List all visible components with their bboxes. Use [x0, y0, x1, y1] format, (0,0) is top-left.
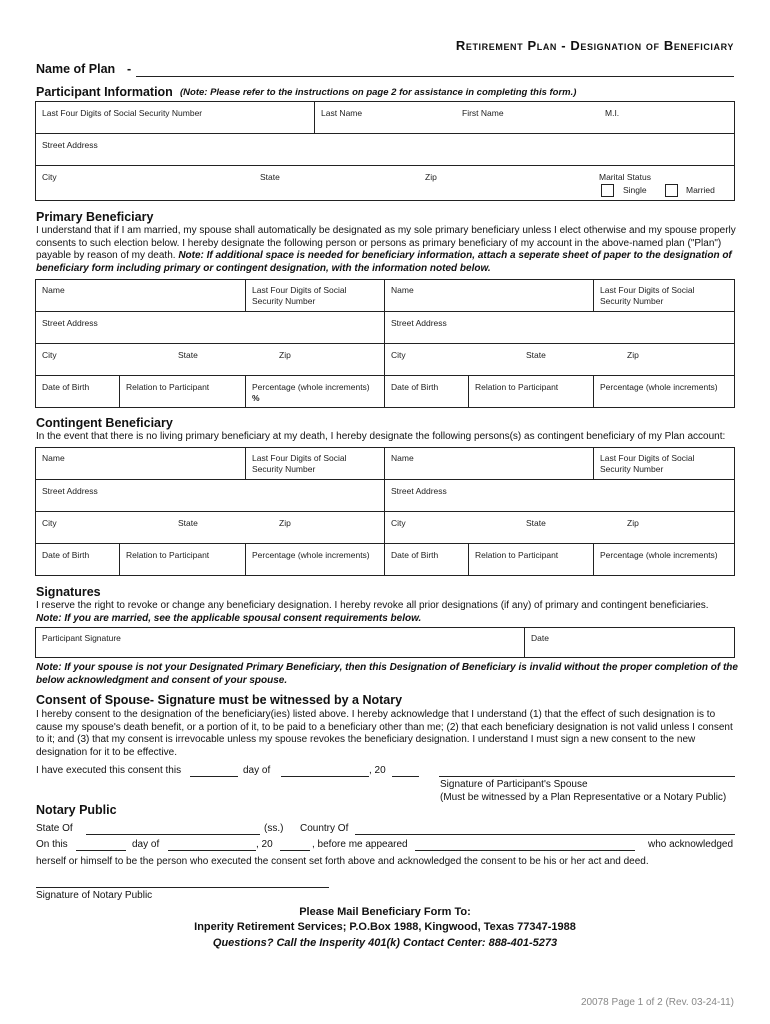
mail-heading: Please Mail Beneficiary Form To:	[299, 906, 471, 918]
participant-box	[35, 101, 735, 201]
primary-1-street-field[interactable]: Street Address	[42, 318, 98, 328]
mail-address: Inperity Retirement Services; P.O.Box 1988, Kingwood, Texas 77347-1988	[194, 921, 576, 933]
contingent-2-city-field[interactable]: City	[391, 518, 406, 528]
primary-note-label: Note:	[178, 250, 204, 261]
participant-state-field[interactable]: State	[260, 172, 280, 182]
participant-ssn-field[interactable]: Last Four Digits of Social Security Number	[42, 108, 203, 118]
primary-2-name-field[interactable]: Name	[391, 285, 414, 295]
notary-country-field[interactable]	[355, 834, 735, 835]
contingent-2-state-field[interactable]: State	[526, 518, 546, 528]
signature-date-field[interactable]: Date	[531, 633, 549, 643]
primary-heading: Primary Beneficiary	[36, 210, 154, 224]
plan-dash: -	[127, 62, 132, 76]
married-checkbox[interactable]	[665, 184, 678, 197]
contingent-2-name-field[interactable]: Name	[391, 453, 414, 463]
participant-mi-field[interactable]: M.I.	[605, 108, 620, 118]
state-of-label: State Of	[36, 823, 73, 834]
spouse-signature-field[interactable]	[439, 776, 735, 777]
primary-1-percentage-field[interactable]: Percentage (whole increments)	[252, 382, 370, 392]
consent-heading: Consent of Spouse- Signature must be witnessed by a Notary	[36, 693, 403, 707]
consent-year-prefix: , 20	[369, 765, 386, 776]
contingent-1-city-field[interactable]: City	[42, 518, 57, 528]
notary-day-field[interactable]	[76, 850, 126, 851]
spouse-note: Note: If your spouse is not your Designated Primary Beneficiary, then this Designation of Beneficiary is invalid without the proper completion of the below acknowledgment and consent of your spouse.	[36, 662, 738, 686]
signatures-text: I reserve the right to revoke or change any beneficiary designation. I hereby revoke all prior designations (if any) of primary and contingent beneficiaries.	[36, 600, 709, 611]
executed-label: I have executed this consent this	[36, 765, 182, 776]
contingent-1-dob-field[interactable]: Date of Birth	[42, 550, 90, 560]
primary-1-city-field[interactable]: City	[42, 350, 57, 360]
contingent-heading: Contingent Beneficiary	[36, 416, 173, 430]
married-label: Married	[686, 185, 715, 195]
consent-text: I hereby consent to the designation of the beneficiary(ies) listed above. I hereby acknowledge that I understand (1) that the effect of such designation is to cause my spouse's death benefit, or a portion of it, to be paid to a beneficiary other than me; (2) that each beneficiary designation is not valid unless I consent to it; and (3) that my consent is irrevocable unless my spouse revokes the beneficiary designation. I understand I must sign a new consent to the new designation for it to be effective.	[36, 709, 733, 758]
primary-1-state-field[interactable]: State	[178, 350, 198, 360]
contingent-1-name-field[interactable]: Name	[42, 453, 65, 463]
primary-2-percentage-field[interactable]: Percentage (whole increments)	[600, 382, 718, 392]
notary-heading: Notary Public	[36, 803, 117, 817]
contingent-1-state-field[interactable]: State	[178, 518, 198, 528]
contingent-text: In the event that there is no living primary beneficiary at my death, I hereby designate the following persons(s) as contingent beneficiary of my Plan account:	[36, 431, 726, 442]
participant-signature-field[interactable]: Participant Signature	[42, 633, 121, 643]
participant-heading: Participant Information	[36, 85, 173, 99]
contingent-1-relation-field[interactable]: Relation to Participant	[126, 550, 210, 560]
primary-table	[35, 279, 735, 408]
appeared-name-field[interactable]	[415, 850, 635, 851]
primary-text-body: I understand that if I am married, my spouse shall automatically be designated as my sole primary beneficiary unless I elect otherwise and my spouse properly consents to such election below. I hereby designate the following person or persons as primary beneficiary of my account in the above-named plan ("Plan") payable by reason of my death.	[36, 225, 736, 261]
contingent-table	[35, 447, 735, 576]
signature-box	[35, 627, 735, 658]
who-acknowledged-label: who acknowledged	[648, 839, 734, 850]
plan-label: Name of Plan	[36, 62, 116, 76]
contingent-1-zip-field[interactable]: Zip	[279, 518, 291, 528]
primary-1-zip-field[interactable]: Zip	[279, 350, 291, 360]
country-of-label: Country Of	[300, 823, 349, 834]
ss-label: (ss.)	[264, 823, 284, 834]
participant-note: (Note: Please refer to the instructions on page 2 for assistance in completing this form.)	[180, 87, 577, 98]
notary-signature-label: Signature of Notary Public	[36, 890, 153, 901]
primary-1-ssn-field[interactable]: Last Four Digits of Social Security Number	[252, 285, 347, 306]
primary-1-dob-field[interactable]: Date of Birth	[42, 382, 90, 392]
contingent-2-street-field[interactable]: Street Address	[391, 486, 447, 496]
primary-2-zip-field[interactable]: Zip	[627, 350, 639, 360]
notary-state-field[interactable]	[86, 834, 260, 835]
contingent-2-dob-field[interactable]: Date of Birth	[391, 550, 439, 560]
participant-last-name-field[interactable]: Last Name	[321, 108, 363, 118]
notary-day-of-label: day of	[132, 839, 160, 850]
marital-status-label: Marital Status	[599, 172, 651, 182]
consent-day-of-label: day of	[243, 765, 271, 776]
primary-2-ssn-field[interactable]: Last Four Digits of Social Security Number	[600, 285, 695, 306]
primary-2-street-field[interactable]: Street Address	[391, 318, 447, 328]
primary-1-name-field[interactable]: Name	[42, 285, 65, 295]
witness-note: (Must be witnessed by a Plan Representative or a Notary Public)	[440, 792, 727, 803]
plan-name-field[interactable]	[136, 76, 734, 77]
notary-month-field[interactable]	[168, 850, 256, 851]
on-this-label: On this	[36, 839, 68, 850]
participant-city-field[interactable]: City	[42, 172, 57, 182]
page-number: 20078 Page 1 of 2 (Rev. 03-24-11)	[580, 997, 734, 1008]
questions-line: Questions? Call the Insperity 401(k) Contact Center: 888-401-5273	[212, 937, 558, 949]
primary-text	[36, 225, 736, 275]
participant-street-field[interactable]: Street Address	[42, 140, 98, 150]
single-label: Single	[623, 185, 647, 195]
contingent-2-percentage-field[interactable]: Percentage (whole increments)	[600, 550, 718, 560]
primary-2-relation-field[interactable]: Relation to Participant	[475, 382, 559, 392]
signatures-heading: Signatures	[36, 585, 101, 599]
form-title: Retirement Plan - Designation of Beneficiary	[455, 38, 734, 53]
contingent-1-percentage-field[interactable]: Percentage (whole increments)	[252, 550, 370, 560]
percent-sign: %	[252, 393, 260, 403]
contingent-1-street-field[interactable]: Street Address	[42, 486, 98, 496]
notary-year-field[interactable]	[280, 850, 310, 851]
primary-1-relation-field[interactable]: Relation to Participant	[126, 382, 210, 392]
contingent-2-ssn-field[interactable]: Last Four Digits of Social Security Number	[600, 453, 695, 474]
notary-signature-field[interactable]	[36, 887, 329, 888]
participant-first-name-field[interactable]: First Name	[462, 108, 504, 118]
spouse-signature-label: Signature of Participant's Spouse	[440, 779, 588, 790]
signatures-note: Note: If you are married, see the applicable spousal consent requirements below.	[36, 613, 422, 624]
notary-statement: herself or himself to be the person who executed the consent set forth above and acknowledged the consent to be his or her act and deed.	[36, 856, 649, 867]
contingent-1-ssn-field[interactable]: Last Four Digits of Social Security Number	[252, 453, 347, 474]
contingent-2-relation-field[interactable]: Relation to Participant	[475, 550, 559, 560]
before-me-label: , before me appeared	[312, 839, 408, 850]
primary-2-city-field[interactable]: City	[391, 350, 406, 360]
contingent-2-zip-field[interactable]: Zip	[627, 518, 639, 528]
primary-note: If additional space is needed for beneficiary information, attach a seperate sheet of paper to the designation of beneficiary form including primary or contingent designation, with the information noted below.	[36, 250, 732, 274]
consent-month-field[interactable]	[281, 776, 369, 777]
single-checkbox[interactable]	[601, 184, 614, 197]
participant-zip-field[interactable]: Zip	[425, 172, 437, 182]
primary-2-dob-field[interactable]: Date of Birth	[391, 382, 439, 392]
primary-2-state-field[interactable]: State	[526, 350, 546, 360]
notary-year-prefix: , 20	[256, 839, 273, 850]
consent-year-field[interactable]	[392, 776, 419, 777]
consent-day-field[interactable]	[190, 776, 238, 777]
